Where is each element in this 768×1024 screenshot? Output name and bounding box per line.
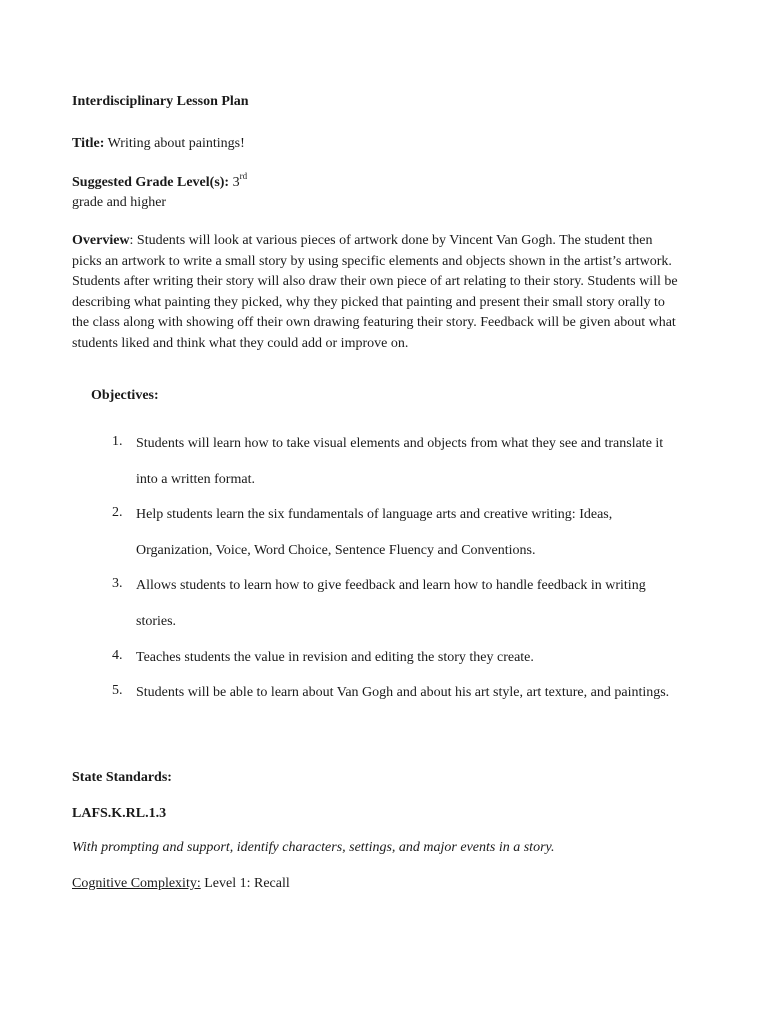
list-item-number: 1. <box>112 434 123 449</box>
list-item-number: 5. <box>112 683 123 698</box>
complexity-value: Level 1: Recall <box>200 876 290 891</box>
list-item-number: 4. <box>112 648 123 663</box>
overview-text: : Students will look at various pieces of artwork done by Vincent Van Gogh. The student then picks an artwork to write a small story by using specific elements and objects shown in the artist’s artwork. Students after writing their story will also draw their own piece of art relating to their story. Students will be describing what painting they picked, why they picked that painting and present their small story orally to the class along with showing off their own drawing featuring their story. Feedback will be given about what students liked and think what they could add or improve on. <box>72 233 678 351</box>
grade-number: 3 <box>232 175 240 190</box>
cognitive-complexity-line <box>72 874 684 894</box>
list-item-number: 2. <box>112 505 123 520</box>
standard-description: With prompting and support, identify characters, settings, and major events in a story. <box>72 840 555 855</box>
grade-suffix: rd <box>239 171 248 181</box>
list-item-text: Students will be able to learn about Van Gogh and about his art style, art texture, and paintings. <box>136 685 670 700</box>
complexity-label: Cognitive Complexity: <box>72 876 201 891</box>
list-item-text: Students will learn how to take visual elements and objects from what they see and translate it into a written format. <box>136 436 664 487</box>
title-value: Writing about paintings! <box>107 136 245 151</box>
list-item-text: Teaches students the value in revision and editing the story they create. <box>136 650 534 665</box>
standard-code: LAFS.K.RL.1.3 <box>72 806 167 821</box>
document-heading: Interdisciplinary Lesson Plan <box>72 94 249 109</box>
list-item-text: Help students learn the six fundamentals of language arts and creative writing: Ideas, Organization, Voice, Word Choice, Sentence Fluency and Conventions. <box>136 507 613 558</box>
grade-rest: grade and higher <box>72 195 167 210</box>
grade-label: Suggested Grade Level(s): <box>72 175 230 190</box>
overview-paragraph <box>72 231 682 354</box>
grade-level-line <box>72 173 684 213</box>
state-standards-heading: State Standards: <box>72 770 172 785</box>
list-item-number: 3. <box>112 576 123 591</box>
title-line <box>72 134 684 154</box>
overview-label: Overview <box>72 233 130 248</box>
list-item-text: Allows students to learn how to give feedback and learn how to handle feedback in writing stories. <box>136 578 646 629</box>
objectives-heading: Objectives: <box>91 388 159 403</box>
title-label: Title: <box>72 136 105 151</box>
